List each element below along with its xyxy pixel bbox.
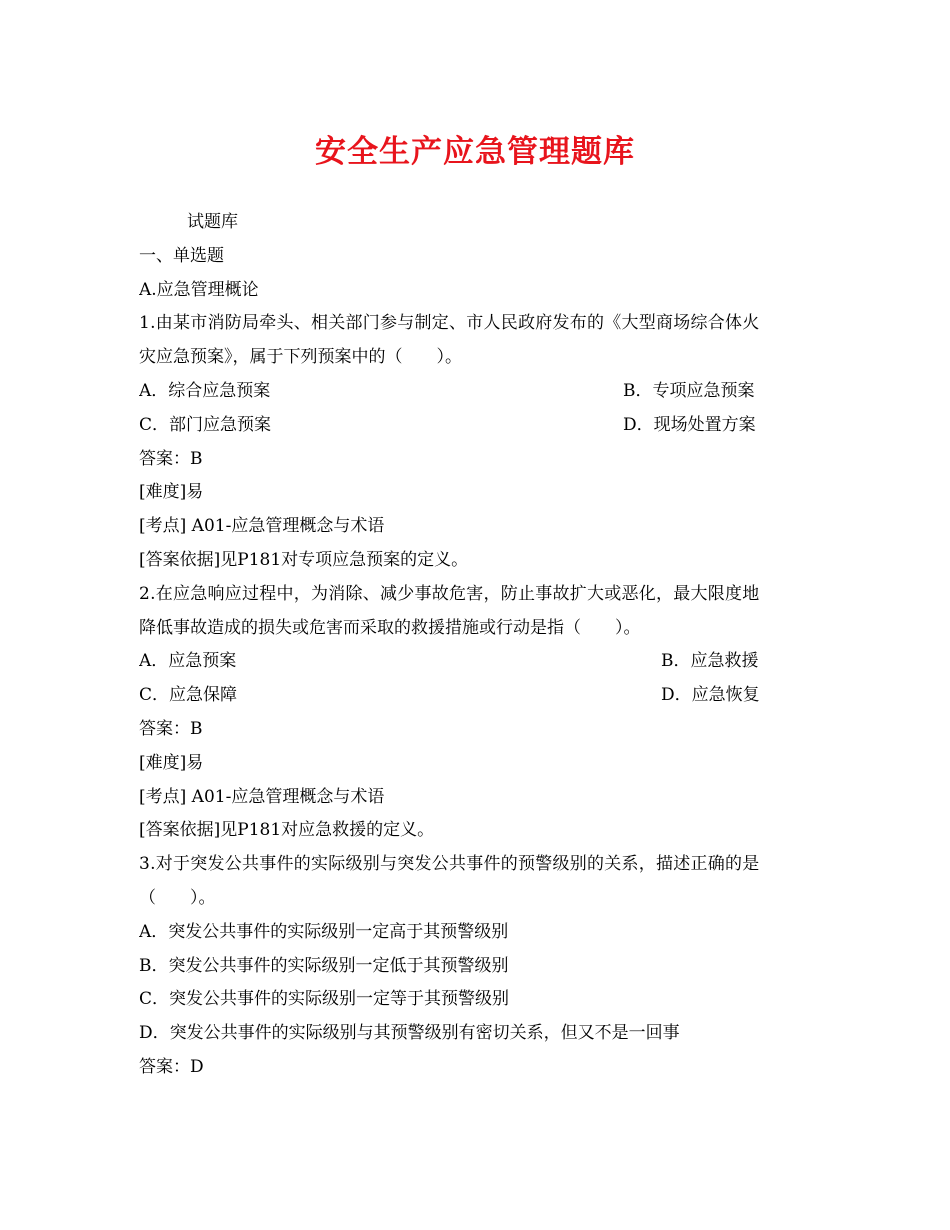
option-d: D．应急恢复 <box>661 685 760 706</box>
difficulty: [难度]易 <box>139 752 204 773</box>
option-c: C．突发公共事件的实际级别一定等于其预警级别 <box>139 989 510 1010</box>
question-stem-line: 灾应急预案》，属于下列预案中的（ ）。 <box>139 347 462 368</box>
option-b: B．应急救援 <box>661 651 759 672</box>
question-stem-line: （ ）。 <box>139 887 216 908</box>
option-c: C．部门应急预案 <box>139 414 272 435</box>
question-stem-line: 3.对于突发公共事件的实际级别与突发公共事件的预警级别的关系，描述正确的是 <box>139 854 760 875</box>
option-d: D．突发公共事件的实际级别与其预警级别有密切关系，但又不是一回事 <box>139 1023 680 1044</box>
keypoint: [考点] A01-应急管理概念与术语 <box>139 516 385 537</box>
question-3 <box>139 848 819 1085</box>
option-d: D．现场处置方案 <box>623 414 756 435</box>
question-1 <box>139 307 819 577</box>
option-row <box>139 409 819 443</box>
option-row <box>139 375 819 409</box>
document-body <box>139 206 819 1085</box>
option-c: C．应急保障 <box>139 685 238 706</box>
subsection-heading: A.应急管理概论 <box>139 279 259 300</box>
question-stem-line: 2.在应急响应过程中，为消除、减少事故危害，防止事故扩大或恶化，最大限度地 <box>139 583 760 604</box>
option-a: A．突发公共事件的实际级别一定高于其预警级别 <box>139 921 509 942</box>
answer: 答案：B <box>139 448 203 469</box>
option-a: A．应急预案 <box>139 651 237 672</box>
option-b: B．突发公共事件的实际级别一定低于其预警级别 <box>139 955 509 976</box>
option-row <box>139 679 819 713</box>
difficulty: [难度]易 <box>139 482 204 503</box>
question-2 <box>139 578 819 848</box>
document-title: 安全生产应急管理题库 <box>315 134 635 170</box>
option-a: A．综合应急预案 <box>139 380 271 401</box>
keypoint: [考点] A01-应急管理概念与术语 <box>139 786 385 807</box>
section-heading: 一、单选题 <box>139 245 224 266</box>
intro-label: 试题库 <box>187 212 238 232</box>
question-stem-line: 1.由某市消防局牵头、相关部门参与制定、市人民政府发布的《大型商场综合体火 <box>139 313 760 334</box>
option-row <box>139 645 819 679</box>
answer: 答案：D <box>139 1056 204 1077</box>
answer-basis: [答案依据]见P181对专项应急预案的定义。 <box>139 549 469 570</box>
answer-basis: [答案依据]见P181对应急救援的定义。 <box>139 820 435 841</box>
answer: 答案：B <box>139 718 203 739</box>
question-stem-line: 降低事故造成的损失或危害而采取的救援措施或行动是指（ ）。 <box>139 617 641 638</box>
option-b: B．专项应急预案 <box>623 380 755 401</box>
